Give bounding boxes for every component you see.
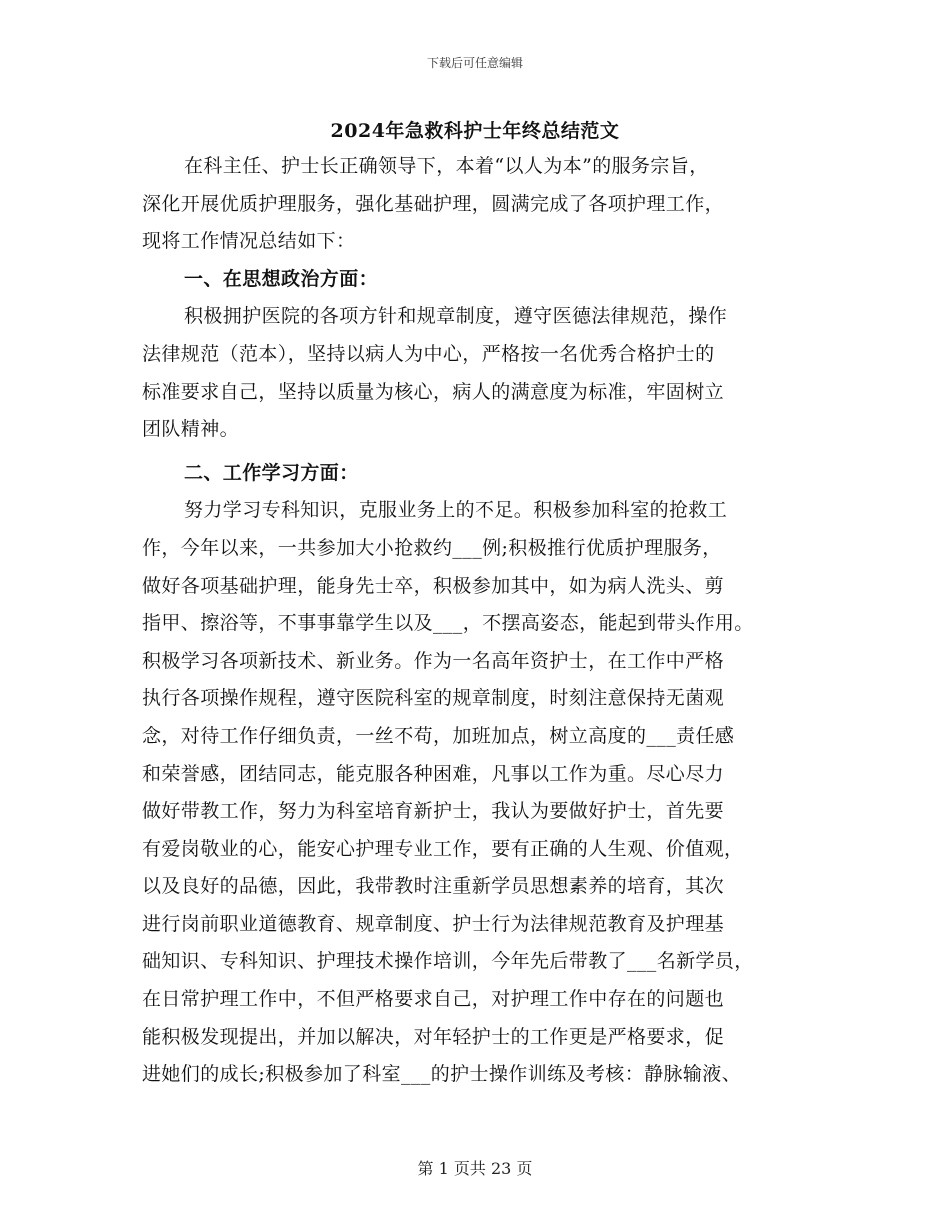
document-title: 2024年急救科护士年终总结范文 — [330, 120, 620, 142]
text-line: 在日常护理工作中，不但严格要求自己，对护理工作中存在的问题也 — [142, 988, 725, 1011]
text-line: 做好带教工作，努力为科室培育新护士，我认为要做好护士，首先要 — [142, 800, 725, 823]
text-line: 指甲、擦浴等，不事事靠学生以及___，不摆高姿态，能起到带头作用。 — [142, 612, 754, 635]
text-line: 在科主任、护士长正确领导下，本着“以人为本”的服务宗旨， — [184, 155, 709, 177]
text-line: 现将工作情况总结如下： — [142, 230, 356, 253]
text-line: 进她们的成长;积极参加了科室___的护士操作训练及考核：静脉输液、 — [142, 1063, 742, 1086]
document-body — [142, 148, 810, 1094]
text-line: 法律规范（范本），坚持以病人为中心，严格按一名优秀合格护士的 — [142, 342, 715, 365]
text-line: 执行各项操作规程，遵守医院科室的规章制度，时刻注意保持无菌观 — [142, 687, 725, 710]
text-line: 团队精神。 — [142, 418, 240, 441]
text-line: 标准要求自己，坚持以质量为核心，病人的满意度为标准，牢固树立 — [142, 380, 725, 403]
text-line: 积极学习各项新技术、新业务。作为一名高年资护士，在工作中严格 — [142, 649, 725, 672]
text-line: 积极拥护医院的各项方针和规章制度，遵守医德法律规范，操作 — [184, 305, 728, 328]
text-line: 以及良好的品德，因此，我带教时注重新学员思想素养的培育，其次 — [142, 875, 725, 898]
paragraph-political — [142, 298, 810, 448]
paragraph-work-study — [142, 492, 810, 1094]
page-footer: 第 1 页共 23 页 — [417, 1159, 533, 1178]
text-line: 有爱岗敬业的心，能安心护理专业工作，要有正确的人生观、价值观， — [142, 837, 744, 860]
text-line: 深化开展优质护理服务，强化基础护理，圆满完成了各项护理工作， — [142, 192, 725, 215]
section-heading-political: 一、在思想政治方面： — [184, 267, 379, 290]
text-line: 做好各项基础护理，能身先士卒，积极参加其中，如为病人洗头、剪 — [142, 574, 725, 597]
page-header: 下载后可任意编辑 — [426, 56, 523, 70]
text-line: 础知识、专科知识、护理技术操作培训，今年先后带教了___名新学员， — [142, 950, 754, 973]
paragraph-intro — [142, 148, 810, 261]
text-line: 念，对待工作仔细负责，一丝不苟，加班加点，树立高度的___责任感 — [142, 724, 735, 747]
section-heading-work-study: 二、工作学习方面： — [184, 461, 359, 484]
text-line: 能积极发现提出，并加以解决，对年轻护士的工作更是严格要求，促 — [142, 1025, 725, 1048]
text-line: 和荣誉感，团结同志，能克服各种困难，凡事以工作为重。尽心尽力 — [142, 762, 725, 785]
text-line: 作，今年以来，一共参加大小抢救约___例;积极推行优质护理服务， — [142, 536, 722, 559]
text-line: 努力学习专科知识，克服业务上的不足。积极参加科室的抢救工 — [184, 499, 728, 522]
text-line: 进行岗前职业道德教育、规章制度、护士行为法律规范教育及护理基 — [142, 912, 725, 935]
